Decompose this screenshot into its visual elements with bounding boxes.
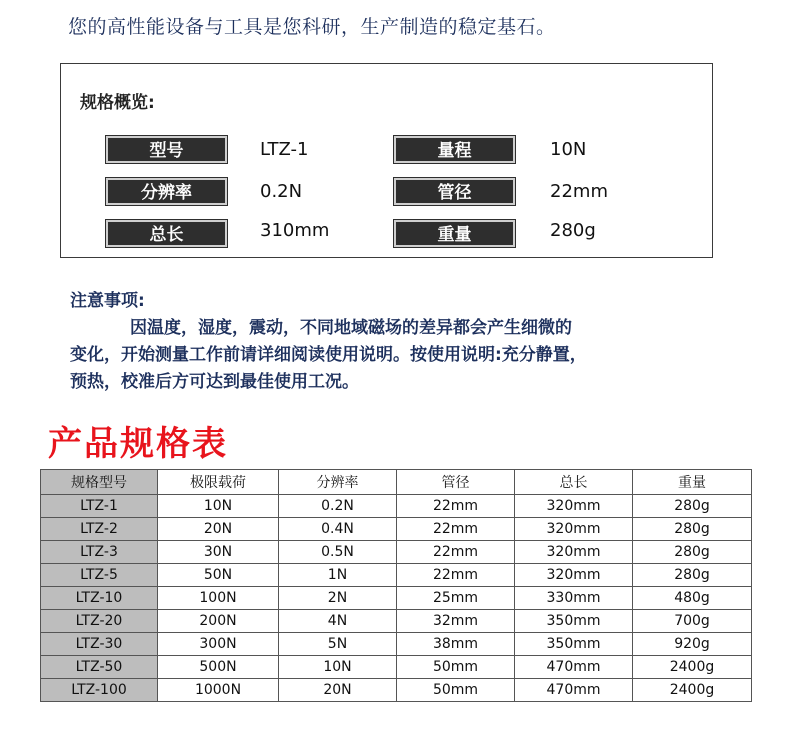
cell-length: 350mm [515, 633, 633, 656]
table-row [41, 610, 752, 633]
header-weight: 重量 [633, 470, 752, 495]
cell-max-load: 500N [158, 656, 279, 679]
cell-model: LTZ-2 [41, 518, 158, 541]
cell-diameter: 22mm [397, 495, 515, 518]
cell-model: LTZ-3 [41, 541, 158, 564]
cell-diameter: 22mm [397, 541, 515, 564]
cell-weight: 2400g [633, 656, 752, 679]
cell-length: 470mm [515, 656, 633, 679]
label-diameter: 管径 [394, 178, 515, 205]
cell-resolution: 2N [279, 587, 397, 610]
spec-overview-title: 规格概览: [80, 93, 155, 113]
cell-weight: 920g [633, 633, 752, 656]
table-row [41, 633, 752, 656]
cell-resolution: 0.5N [279, 541, 397, 564]
value-length: 310mm [260, 220, 330, 241]
cell-max-load: 200N [158, 610, 279, 633]
label-weight: 重量 [394, 220, 515, 247]
cell-diameter: 50mm [397, 679, 515, 702]
cell-resolution: 0.2N [279, 495, 397, 518]
cell-max-load: 50N [158, 564, 279, 587]
spec-table [40, 469, 752, 702]
cell-max-load: 10N [158, 495, 279, 518]
cell-length: 320mm [515, 495, 633, 518]
header-diameter: 管径 [397, 470, 515, 495]
cell-diameter: 22mm [397, 564, 515, 587]
header-model: 规格型号 [41, 470, 158, 495]
label-resolution: 分辨率 [106, 178, 227, 205]
cell-weight: 280g [633, 541, 752, 564]
label-length: 总长 [106, 220, 227, 247]
cell-model: LTZ-1 [41, 495, 158, 518]
cell-diameter: 25mm [397, 587, 515, 610]
header-length: 总长 [515, 470, 633, 495]
table-row [41, 587, 752, 610]
cell-weight: 700g [633, 610, 752, 633]
cell-length: 350mm [515, 610, 633, 633]
table-header-row [41, 470, 752, 495]
cell-max-load: 300N [158, 633, 279, 656]
cell-max-load: 20N [158, 518, 279, 541]
cell-resolution: 0.4N [279, 518, 397, 541]
cell-max-load: 1000N [158, 679, 279, 702]
cell-model: LTZ-100 [41, 679, 158, 702]
label-model: 型号 [106, 136, 227, 163]
notes-line-3: 预热，校准后方可达到最佳使用工况。 [70, 372, 359, 392]
tagline: 您的高性能设备与工具是您科研，生产制造的稳定基石。 [68, 16, 556, 38]
table-row [41, 564, 752, 587]
notes-title: 注意事项: [70, 291, 145, 311]
table-row [41, 679, 752, 702]
cell-length: 320mm [515, 541, 633, 564]
cell-model: LTZ-10 [41, 587, 158, 610]
value-range: 10N [550, 139, 587, 160]
table-row [41, 495, 752, 518]
cell-diameter: 32mm [397, 610, 515, 633]
cell-weight: 2400g [633, 679, 752, 702]
notes-line-2: 变化，开始测量工作前请详细阅读使用说明。按使用说明:充分静置， [70, 345, 587, 365]
cell-model: LTZ-50 [41, 656, 158, 679]
cell-weight: 280g [633, 518, 752, 541]
spec-table-title: 产品规格表 [48, 424, 228, 464]
cell-diameter: 38mm [397, 633, 515, 656]
notes-line-1: 因温度，湿度，震动，不同地域磁场的差异都会产生细微的 [130, 318, 572, 338]
cell-model: LTZ-30 [41, 633, 158, 656]
cell-max-load: 30N [158, 541, 279, 564]
cell-weight: 280g [633, 495, 752, 518]
cell-weight: 280g [633, 564, 752, 587]
cell-weight: 480g [633, 587, 752, 610]
cell-diameter: 50mm [397, 656, 515, 679]
value-weight: 280g [550, 220, 596, 241]
label-range: 量程 [394, 136, 515, 163]
cell-resolution: 4N [279, 610, 397, 633]
value-model: LTZ-1 [260, 139, 309, 160]
value-resolution: 0.2N [260, 181, 303, 202]
notes-section [70, 288, 690, 396]
table-row [41, 541, 752, 564]
cell-resolution: 10N [279, 656, 397, 679]
cell-length: 330mm [515, 587, 633, 610]
cell-model: LTZ-5 [41, 564, 158, 587]
cell-length: 320mm [515, 564, 633, 587]
cell-resolution: 5N [279, 633, 397, 656]
cell-diameter: 22mm [397, 518, 515, 541]
cell-model: LTZ-20 [41, 610, 158, 633]
spec-overview-box [60, 63, 713, 258]
cell-length: 320mm [515, 518, 633, 541]
table-row [41, 656, 752, 679]
cell-length: 470mm [515, 679, 633, 702]
table-row [41, 518, 752, 541]
header-resolution: 分辨率 [279, 470, 397, 495]
cell-resolution: 1N [279, 564, 397, 587]
header-max-load: 极限载荷 [158, 470, 279, 495]
cell-max-load: 100N [158, 587, 279, 610]
cell-resolution: 20N [279, 679, 397, 702]
value-diameter: 22mm [550, 181, 608, 202]
